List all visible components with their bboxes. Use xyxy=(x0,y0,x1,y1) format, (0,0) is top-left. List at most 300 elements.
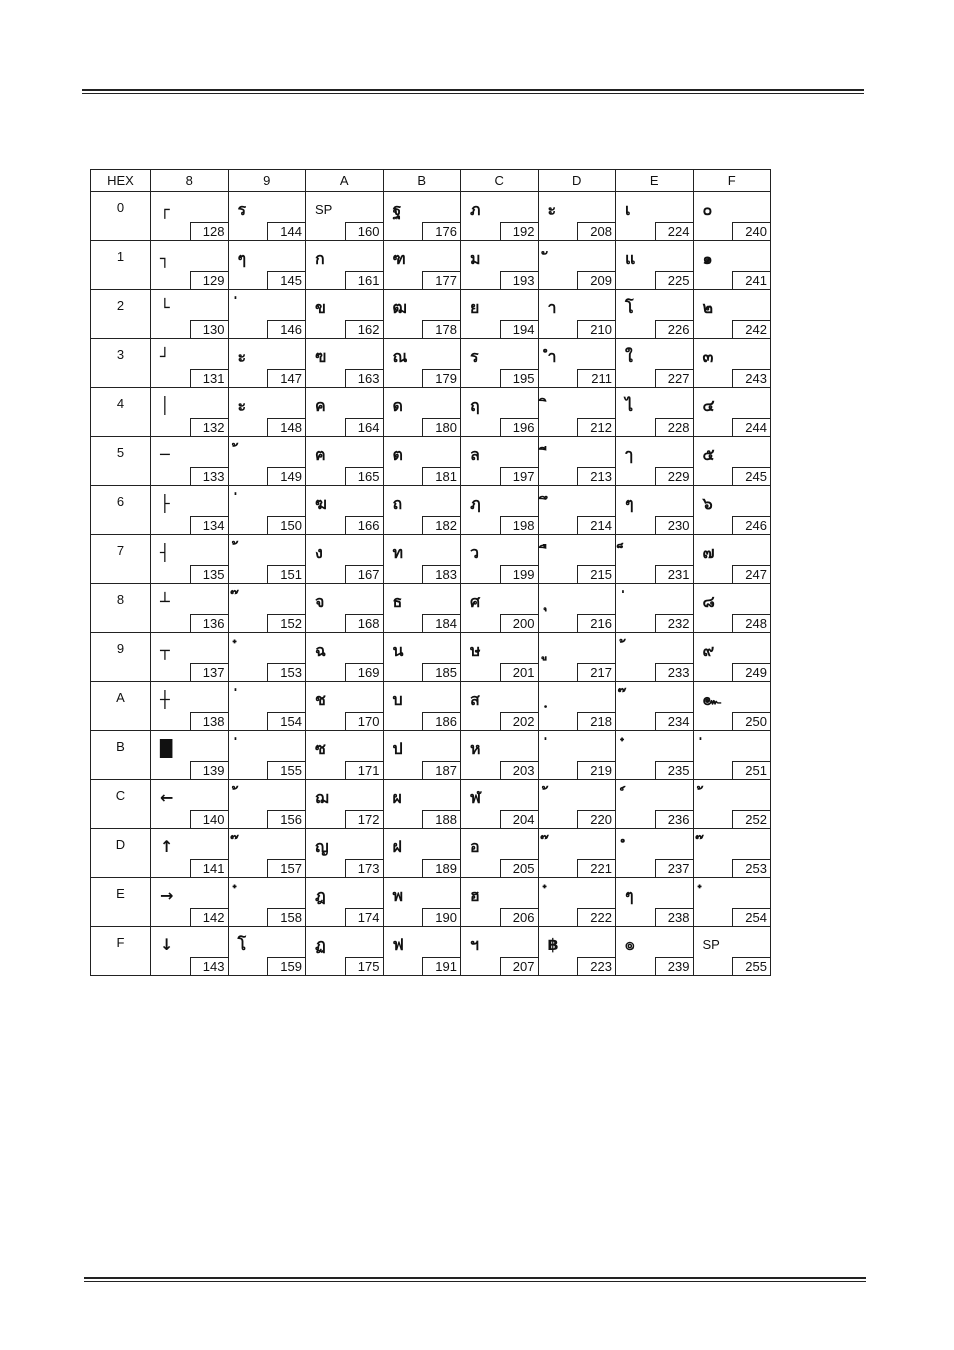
char-glyph: ๐ xyxy=(702,200,713,219)
char-glyph: ← xyxy=(160,788,174,807)
char-glyph: ต xyxy=(392,445,403,464)
char-code: 170 xyxy=(345,712,383,730)
char-code: 133 xyxy=(190,467,228,485)
char-cell xyxy=(151,780,229,829)
char-code: 181 xyxy=(422,467,460,485)
char-code: 166 xyxy=(345,516,383,534)
char-cell xyxy=(383,584,461,633)
char-cell xyxy=(383,829,461,878)
row-hex-label xyxy=(91,584,151,633)
char-cell xyxy=(306,731,384,780)
char-code: 161 xyxy=(345,271,383,289)
column-header: E xyxy=(616,170,694,192)
char-cell xyxy=(461,633,539,682)
char-glyph: ง xyxy=(315,543,323,562)
char-cell xyxy=(693,535,771,584)
char-cell xyxy=(693,878,771,927)
char-glyph: ๒ xyxy=(702,298,714,317)
table-row xyxy=(91,339,771,388)
table-header-row xyxy=(91,170,771,192)
char-cell xyxy=(693,437,771,486)
char-glyph: ๔ xyxy=(702,396,715,415)
char-code: 188 xyxy=(422,810,460,828)
char-code: 172 xyxy=(345,810,383,828)
char-cell xyxy=(461,682,539,731)
char-code: 230 xyxy=(655,516,693,534)
char-code: 239 xyxy=(655,957,693,975)
char-glyph: ท xyxy=(392,543,404,562)
char-cell xyxy=(383,192,461,241)
table-row xyxy=(91,584,771,633)
char-code: 196 xyxy=(500,418,538,436)
table-row xyxy=(91,731,771,780)
char-glyph: ๏ xyxy=(625,935,635,954)
char-glyph: ฎ xyxy=(315,886,326,905)
char-cell xyxy=(306,192,384,241)
char-code: 237 xyxy=(655,859,693,877)
char-code: 173 xyxy=(345,859,383,877)
char-cell xyxy=(461,192,539,241)
char-glyph: ↑ xyxy=(160,837,174,856)
char-cell xyxy=(228,388,306,437)
char-glyph: พ xyxy=(392,886,404,905)
char-cell xyxy=(693,388,771,437)
char-cell xyxy=(693,584,771,633)
table-body xyxy=(91,192,771,976)
table-row xyxy=(91,388,771,437)
char-glyph: ๙ xyxy=(702,641,715,660)
char-code: 165 xyxy=(345,467,383,485)
char-code: 236 xyxy=(655,810,693,828)
char-glyph: ใ xyxy=(625,347,633,366)
char-glyph: า xyxy=(547,298,557,317)
char-code: 193 xyxy=(500,271,538,289)
char-code: 201 xyxy=(500,663,538,681)
char-cell xyxy=(306,535,384,584)
char-code: 130 xyxy=(190,320,228,338)
char-code: 242 xyxy=(732,320,770,338)
char-glyph: ม xyxy=(470,249,481,268)
char-cell xyxy=(228,486,306,535)
char-cell xyxy=(306,633,384,682)
char-glyph: └ xyxy=(160,298,170,317)
char-cell xyxy=(151,829,229,878)
char-code: 191 xyxy=(422,957,460,975)
char-code: 154 xyxy=(267,712,305,730)
char-glyph: ฬ xyxy=(470,788,481,807)
char-code: 190 xyxy=(422,908,460,926)
char-cell xyxy=(306,780,384,829)
char-code: 160 xyxy=(345,222,383,240)
row-hex-label xyxy=(91,878,151,927)
table-row xyxy=(91,241,771,290)
char-glyph: ๗ xyxy=(702,543,715,562)
table-row xyxy=(91,682,771,731)
char-glyph: ฃ xyxy=(315,347,327,366)
char-glyph: ำ xyxy=(547,347,557,366)
char-code: 202 xyxy=(500,712,538,730)
char-cell xyxy=(538,437,616,486)
char-cell xyxy=(383,437,461,486)
char-code: 220 xyxy=(577,810,615,828)
char-code: 226 xyxy=(655,320,693,338)
char-cell xyxy=(538,780,616,829)
char-code: 235 xyxy=(655,761,693,779)
char-cell xyxy=(616,339,694,388)
char-cell xyxy=(693,290,771,339)
char-cell xyxy=(228,682,306,731)
char-glyph: SP xyxy=(315,202,333,217)
row-hex-label-text: 8 xyxy=(116,592,125,607)
table-row xyxy=(91,290,771,339)
char-cell xyxy=(461,829,539,878)
char-glyph: ภ xyxy=(470,200,481,219)
footer-rule-thick xyxy=(84,1277,866,1279)
char-cell xyxy=(306,878,384,927)
char-cell xyxy=(616,633,694,682)
char-code: 214 xyxy=(577,516,615,534)
char-glyph: ส xyxy=(470,690,480,709)
char-code: 205 xyxy=(500,859,538,877)
char-cell xyxy=(693,731,771,780)
char-code: 203 xyxy=(500,761,538,779)
char-glyph: ด xyxy=(392,396,403,415)
char-glyph: ┌ xyxy=(160,200,170,219)
char-code: 228 xyxy=(655,418,693,436)
char-cell xyxy=(538,584,616,633)
row-hex-label xyxy=(91,388,151,437)
char-code: 224 xyxy=(655,222,693,240)
row-hex-label-text: C xyxy=(115,788,126,803)
char-cell xyxy=(383,731,461,780)
row-hex-label xyxy=(91,192,151,241)
char-cell xyxy=(306,682,384,731)
char-cell xyxy=(383,927,461,976)
char-code: 140 xyxy=(190,810,228,828)
char-glyph: อ xyxy=(470,837,480,856)
char-glyph: ├ xyxy=(160,494,170,513)
char-cell xyxy=(616,192,694,241)
char-code: 159 xyxy=(267,957,305,975)
char-cell xyxy=(383,388,461,437)
char-glyph: ห xyxy=(470,739,481,758)
row-hex-label-text: 9 xyxy=(116,641,125,656)
char-cell xyxy=(461,731,539,780)
char-glyph: │ xyxy=(160,396,170,415)
char-code: 156 xyxy=(267,810,305,828)
char-cell xyxy=(616,878,694,927)
char-cell xyxy=(693,927,771,976)
char-cell xyxy=(461,388,539,437)
char-code: 136 xyxy=(190,614,228,632)
char-code: 183 xyxy=(422,565,460,583)
char-cell xyxy=(306,486,384,535)
char-glyph: → xyxy=(160,886,174,905)
char-glyph: ะ xyxy=(547,200,557,219)
char-cell xyxy=(538,290,616,339)
char-code: 240 xyxy=(732,222,770,240)
char-code: 216 xyxy=(577,614,615,632)
char-cell xyxy=(228,584,306,633)
char-glyph: ศ xyxy=(470,592,481,611)
char-cell xyxy=(306,290,384,339)
char-cell xyxy=(383,290,461,339)
char-code: 229 xyxy=(655,467,693,485)
char-glyph: ฦ xyxy=(470,494,481,513)
char-code: 157 xyxy=(267,859,305,877)
char-cell xyxy=(538,339,616,388)
char-glyph: █ xyxy=(160,739,173,758)
char-glyph: ก xyxy=(315,249,325,268)
char-cell xyxy=(306,829,384,878)
char-code: 131 xyxy=(190,369,228,387)
char-cell xyxy=(693,486,771,535)
char-code: 211 xyxy=(577,369,615,387)
char-code: 197 xyxy=(500,467,538,485)
char-code: 137 xyxy=(190,663,228,681)
char-code: 177 xyxy=(422,271,460,289)
char-glyph: ณ xyxy=(392,347,408,366)
char-code: 206 xyxy=(500,908,538,926)
table-row xyxy=(91,535,771,584)
char-cell xyxy=(151,731,229,780)
char-cell xyxy=(461,339,539,388)
char-code: 138 xyxy=(190,712,228,730)
char-cell xyxy=(538,829,616,878)
char-code: 150 xyxy=(267,516,305,534)
char-cell xyxy=(693,682,771,731)
char-cell xyxy=(383,535,461,584)
char-code: 227 xyxy=(655,369,693,387)
char-code: 217 xyxy=(577,663,615,681)
char-code: 176 xyxy=(422,222,460,240)
char-cell xyxy=(538,927,616,976)
char-cell xyxy=(616,927,694,976)
char-glyph: แ xyxy=(625,249,636,268)
row-hex-label-text: A xyxy=(116,690,125,705)
char-cell xyxy=(228,339,306,388)
char-code: 167 xyxy=(345,565,383,583)
char-code: 209 xyxy=(577,271,615,289)
char-glyph: ๑ xyxy=(702,249,713,268)
char-code: 238 xyxy=(655,908,693,926)
char-cell xyxy=(306,241,384,290)
char-code: 149 xyxy=(267,467,305,485)
char-cell xyxy=(383,633,461,682)
char-code: 145 xyxy=(267,271,305,289)
char-code: 225 xyxy=(655,271,693,289)
char-glyph: ล xyxy=(470,445,480,464)
char-glyph: ะ xyxy=(237,347,247,366)
char-code: 245 xyxy=(732,467,770,485)
char-code: 162 xyxy=(345,320,383,338)
char-cell xyxy=(383,486,461,535)
char-glyph: ฐ xyxy=(392,200,402,219)
char-code: 213 xyxy=(577,467,615,485)
char-glyph: ๆ xyxy=(625,494,634,513)
char-cell xyxy=(151,682,229,731)
char-glyph: ร xyxy=(470,347,479,366)
char-glyph: ซ xyxy=(315,739,326,758)
char-cell xyxy=(383,878,461,927)
char-glyph: ๆ xyxy=(237,249,247,268)
table-row xyxy=(91,878,771,927)
char-cell xyxy=(306,437,384,486)
char-code: 253 xyxy=(732,859,770,877)
char-code: 231 xyxy=(655,565,693,583)
char-glyph: ว xyxy=(470,543,479,562)
char-cell xyxy=(693,780,771,829)
char-cell xyxy=(306,927,384,976)
char-cell xyxy=(228,731,306,780)
row-hex-label xyxy=(91,731,151,780)
char-code: 194 xyxy=(500,320,538,338)
char-code: 210 xyxy=(577,320,615,338)
char-code: 221 xyxy=(577,859,615,877)
char-cell xyxy=(538,731,616,780)
char-code: 132 xyxy=(190,418,228,436)
char-glyph: ┴ xyxy=(160,592,170,611)
char-cell xyxy=(616,388,694,437)
row-hex-label xyxy=(91,437,151,486)
char-cell xyxy=(693,192,771,241)
char-code: 254 xyxy=(732,908,770,926)
char-glyph: ↓ xyxy=(160,935,174,954)
char-code: 178 xyxy=(422,320,460,338)
char-code: 146 xyxy=(267,320,305,338)
char-cell xyxy=(228,437,306,486)
char-glyph: ๕ xyxy=(702,445,715,464)
row-hex-label-text: F xyxy=(116,935,125,950)
char-code: 135 xyxy=(190,565,228,583)
row-hex-label-text: D xyxy=(115,837,126,852)
char-code: 251 xyxy=(732,761,770,779)
column-header: 9 xyxy=(228,170,306,192)
char-code: 175 xyxy=(345,957,383,975)
char-cell xyxy=(228,878,306,927)
char-cell xyxy=(151,241,229,290)
char-glyph: โ xyxy=(625,298,634,317)
char-cell xyxy=(151,633,229,682)
char-cell xyxy=(616,731,694,780)
char-cell xyxy=(616,682,694,731)
char-code: 207 xyxy=(500,957,538,975)
row-hex-label-text: 1 xyxy=(116,249,125,264)
char-code: 218 xyxy=(577,712,615,730)
char-cell xyxy=(616,241,694,290)
char-cell xyxy=(228,927,306,976)
char-code: 185 xyxy=(422,663,460,681)
char-glyph: ข xyxy=(315,298,326,317)
char-code: 186 xyxy=(422,712,460,730)
char-glyph: ๖ xyxy=(702,494,713,513)
char-glyph: ญ xyxy=(315,837,329,856)
table-row xyxy=(91,437,771,486)
char-cell xyxy=(538,241,616,290)
char-cell xyxy=(151,584,229,633)
char-cell xyxy=(228,829,306,878)
char-code: 152 xyxy=(267,614,305,632)
char-cell xyxy=(538,682,616,731)
char-cell xyxy=(616,780,694,829)
char-code: 208 xyxy=(577,222,615,240)
char-code: 249 xyxy=(732,663,770,681)
char-code: 241 xyxy=(732,271,770,289)
row-hex-label xyxy=(91,486,151,535)
char-code: 192 xyxy=(500,222,538,240)
char-glyph: SP xyxy=(702,937,720,952)
char-code: 219 xyxy=(577,761,615,779)
char-cell xyxy=(538,486,616,535)
char-glyph: ┘ xyxy=(160,347,170,366)
row-hex-label-text: 3 xyxy=(116,347,125,362)
char-glyph: ป xyxy=(392,739,403,758)
char-code: 198 xyxy=(500,516,538,534)
char-cell xyxy=(461,241,539,290)
char-cell xyxy=(461,535,539,584)
row-hex-label-text: 6 xyxy=(116,494,125,509)
char-glyph: ฿ xyxy=(547,935,559,954)
row-hex-label xyxy=(91,829,151,878)
char-cell xyxy=(151,388,229,437)
char-code: 195 xyxy=(500,369,538,387)
char-code: 223 xyxy=(577,957,615,975)
char-cell xyxy=(151,339,229,388)
char-cell xyxy=(151,192,229,241)
char-cell xyxy=(151,535,229,584)
char-cell xyxy=(383,780,461,829)
char-glyph: ผ xyxy=(392,788,402,807)
char-glyph: ไ xyxy=(625,396,634,415)
char-glyph: เ xyxy=(625,200,631,219)
char-cell xyxy=(616,290,694,339)
column-header: 8 xyxy=(151,170,229,192)
char-glyph: ┐ xyxy=(160,249,170,268)
column-header: A xyxy=(306,170,384,192)
char-glyph: ฑ xyxy=(392,249,406,268)
char-code: 151 xyxy=(267,565,305,583)
column-header: D xyxy=(538,170,616,192)
char-cell xyxy=(616,535,694,584)
char-cell xyxy=(538,388,616,437)
char-code: 169 xyxy=(345,663,383,681)
char-glyph: ๘ xyxy=(702,592,715,611)
char-glyph: ถ xyxy=(392,494,403,513)
char-code: 171 xyxy=(345,761,383,779)
char-glyph: ฯ xyxy=(470,935,479,954)
char-glyph: ะ xyxy=(237,396,247,415)
row-hex-label-text: 4 xyxy=(116,396,125,411)
char-glyph: ๅ xyxy=(625,445,633,464)
char-code: 128 xyxy=(190,222,228,240)
char-cell xyxy=(693,241,771,290)
header-rule-thick xyxy=(82,89,864,91)
char-glyph: ฟ xyxy=(392,935,404,954)
char-code: 250 xyxy=(732,712,770,730)
char-code: 233 xyxy=(655,663,693,681)
char-code: 244 xyxy=(732,418,770,436)
char-cell xyxy=(616,486,694,535)
table-row xyxy=(91,829,771,878)
char-glyph: ┤ xyxy=(160,543,170,562)
char-code: 215 xyxy=(577,565,615,583)
char-cell xyxy=(306,339,384,388)
row-hex-label xyxy=(91,633,151,682)
thai-code-page-table xyxy=(90,169,771,976)
char-cell xyxy=(383,339,461,388)
char-glyph: ษ xyxy=(470,641,481,660)
char-cell xyxy=(151,437,229,486)
